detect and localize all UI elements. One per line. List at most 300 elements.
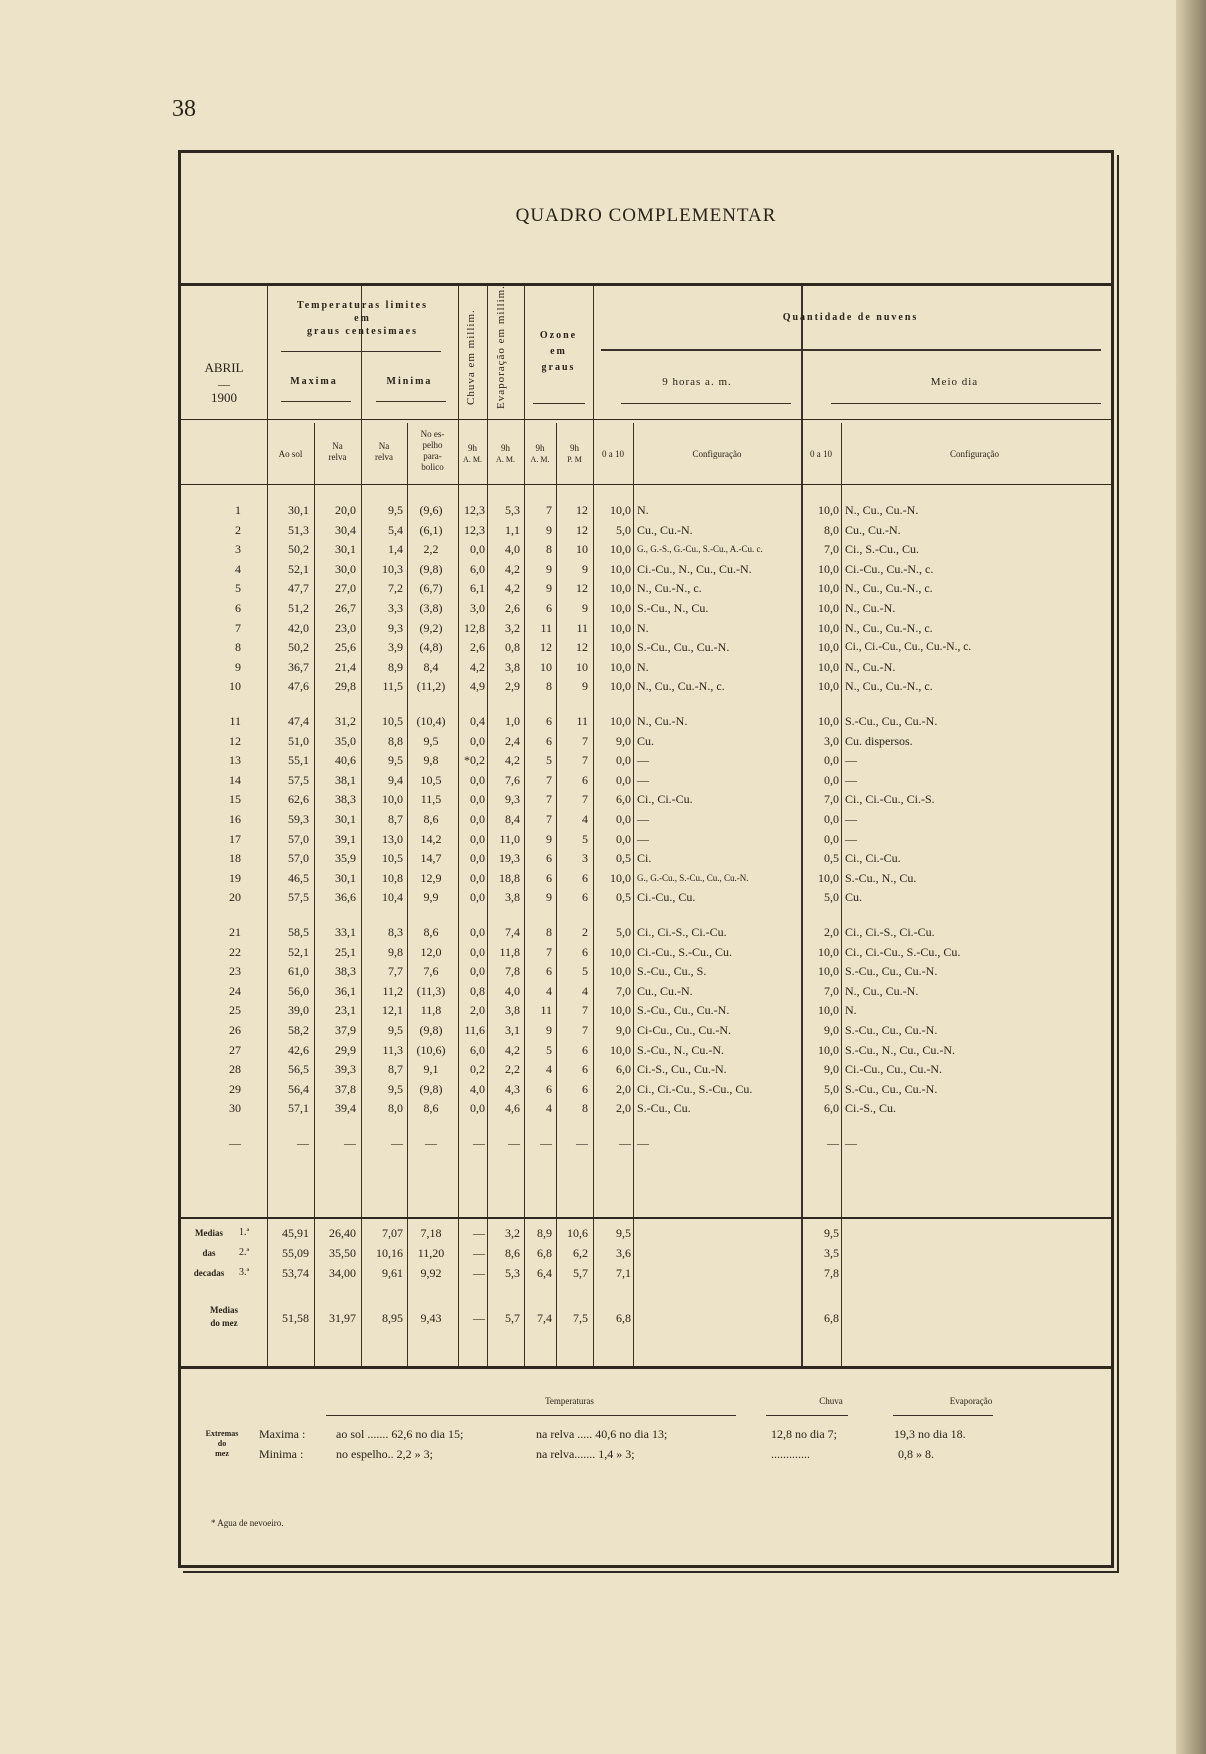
table-cell: 30,1 xyxy=(335,812,356,826)
table-cell: Ci., Ci.-Cu., S.-Cu., Cu. xyxy=(845,944,961,959)
table-cell: 8 xyxy=(546,542,552,557)
table-cell: 2,0 xyxy=(616,1081,631,1096)
table-cell: Ci-Cu., Cu., Cu.-N. xyxy=(637,1023,732,1037)
row-day: 12 xyxy=(229,733,241,748)
table-cell: 12,8 xyxy=(464,620,485,635)
table-cell: 14,7 xyxy=(420,851,442,866)
table-cell: 57,5 xyxy=(288,772,309,787)
table-cell: 5,0 xyxy=(824,1081,839,1096)
table-cell: N., Cu., Cu.-N., c. xyxy=(845,581,933,596)
table-cell: 9,5 xyxy=(824,1226,839,1240)
table-cell: 1,4 xyxy=(388,542,403,557)
table-cell: 6 xyxy=(546,964,552,979)
table-cell: — xyxy=(845,831,857,846)
table-cell: 6 xyxy=(582,1062,588,1077)
table-cell: 12,3 xyxy=(464,503,485,517)
table-cell: 7 xyxy=(546,503,552,517)
table-cell: — xyxy=(473,1266,485,1280)
table-cell: 6,8 xyxy=(824,1311,839,1325)
table-cell: 11,5 xyxy=(382,679,403,694)
table-cell: (9,8) xyxy=(419,1081,443,1096)
table-cell: 0,2 xyxy=(470,1062,485,1077)
table-cell: 8,7 xyxy=(388,1062,403,1077)
table-cell: 36,1 xyxy=(335,983,356,998)
table-cell: 7 xyxy=(582,1003,588,1018)
table-cell: (10,6) xyxy=(416,1042,446,1057)
medias-label: decadas xyxy=(193,1268,225,1278)
table-cell: 12 xyxy=(576,503,588,517)
table-cell: 61,0 xyxy=(288,964,309,979)
table-cell: 7,0 xyxy=(824,983,839,998)
table-cell: 10,0 xyxy=(818,714,839,728)
table-cell: 7 xyxy=(582,753,588,768)
table-cell: — xyxy=(637,812,649,826)
table-cell: — xyxy=(473,1136,485,1150)
table-cell: 29,9 xyxy=(335,1042,356,1057)
table-cell: 57,5 xyxy=(288,890,309,905)
table-cell: 5,0 xyxy=(824,890,839,905)
table-cell: 26,7 xyxy=(335,601,356,615)
table-cell: 25,1 xyxy=(335,944,356,959)
table-cell: S.-Cu., Cu., Cu.-N. xyxy=(637,1003,730,1018)
table-cell: 36,7 xyxy=(288,659,309,674)
medias-label: das xyxy=(202,1248,216,1258)
table-cell: 0,0 xyxy=(616,753,631,768)
table-cell: 10,0 xyxy=(818,870,839,885)
table-cell: 9,4 xyxy=(388,772,403,787)
table-cell: 6 xyxy=(582,890,588,905)
table-cell: 2,0 xyxy=(470,1003,485,1018)
table-cell: 9,1 xyxy=(423,1062,439,1077)
table-cell: 3,8 xyxy=(505,659,520,674)
table-cell: — xyxy=(637,772,649,787)
table-cell: (9,8) xyxy=(419,1023,443,1037)
row-day: 14 xyxy=(229,772,241,787)
table-cell: 2,6 xyxy=(505,601,520,615)
table-cell: 11,20 xyxy=(417,1246,445,1260)
table-cell: 10 xyxy=(540,659,552,674)
table-cell: 6 xyxy=(546,601,552,615)
table-cell: — xyxy=(637,831,649,846)
table-cell: Cu., Cu.-N. xyxy=(845,522,901,537)
table-cell: Ci., Ci.-S., Ci.-Cu. xyxy=(845,925,935,939)
table-cell: Ci.-S., Cu., Cu.-N. xyxy=(637,1062,727,1077)
table-cell: 4 xyxy=(546,983,552,998)
table-cell: 38,3 xyxy=(335,792,356,807)
table-cell: 3,9 xyxy=(388,640,403,655)
table-cell: 10,0 xyxy=(610,870,631,885)
page-edge xyxy=(1176,0,1206,1754)
table-cell: Ci., Ci.-Cu., Cu., Cu.-N., c. xyxy=(845,641,972,654)
row-day: 13 xyxy=(229,753,241,768)
table-cell: 57,0 xyxy=(288,851,309,866)
table-cell: — xyxy=(297,1136,309,1150)
table-cell: 0,0 xyxy=(470,890,485,905)
table-cell: Cu., Cu.-N. xyxy=(637,522,693,537)
table-cell: 7 xyxy=(582,1023,588,1037)
row-day: 5 xyxy=(235,581,241,596)
table-cell: 6,2 xyxy=(573,1246,588,1260)
table-cell: 8 xyxy=(546,679,552,694)
table-cell: 10,0 xyxy=(610,601,631,615)
table-cell: 9,9 xyxy=(423,890,439,905)
table-cell: — xyxy=(845,812,857,826)
table-cell: 23,1 xyxy=(335,1003,356,1018)
table-cell: 2 xyxy=(582,925,588,939)
table-cell: Ci.-S., Cu. xyxy=(845,1101,897,1116)
table-cell: 10,0 xyxy=(818,944,839,959)
maxima-header: Maxima xyxy=(290,376,338,387)
table-cell: 8,9 xyxy=(537,1226,552,1240)
table-cell: 8,6 xyxy=(505,1246,520,1260)
table-cell: 21,4 xyxy=(335,659,356,674)
table-cell: 6,8 xyxy=(537,1246,552,1260)
table-cell: 50,2 xyxy=(288,640,309,655)
table-cell: 47,7 xyxy=(288,581,309,596)
table-cell: 4,2 xyxy=(505,581,520,596)
table-cell: 8,6 xyxy=(423,1101,439,1116)
table-cell: 58,5 xyxy=(288,925,309,939)
table-cell: 11,8 xyxy=(420,1003,442,1018)
table-cell: 8,6 xyxy=(423,925,439,939)
table-cell: Cu. xyxy=(637,733,655,748)
table-cell: 4,3 xyxy=(505,1081,520,1096)
table-cell: 0,0 xyxy=(470,1101,485,1116)
table-cell: 50,2 xyxy=(288,542,309,557)
table-cell: 42,0 xyxy=(288,620,309,635)
table-cell: 7,5 xyxy=(573,1311,588,1325)
table-cell: 9 xyxy=(546,522,552,537)
table-cell: — xyxy=(508,1136,520,1150)
table-cell: 0,0 xyxy=(470,812,485,826)
table-cell: 7 xyxy=(546,772,552,787)
table-cell: 59,3 xyxy=(288,812,309,826)
table-cell: 23,0 xyxy=(335,620,356,635)
table-cell: 11,5 xyxy=(420,792,442,807)
table-cell: 0,0 xyxy=(616,772,631,787)
table-cell: — xyxy=(845,772,857,787)
table-cell: 0,0 xyxy=(470,964,485,979)
table-cell: 10,4 xyxy=(382,890,403,905)
table-cell: 4,2 xyxy=(470,659,485,674)
table-cell: N., Cu., Cu.-N., c. xyxy=(845,620,933,635)
table-cell: 7 xyxy=(582,733,588,748)
table-cell: 12,1 xyxy=(382,1003,403,1018)
table-cell: 5,3 xyxy=(505,1266,520,1280)
table-cell: N., Cu.-N., c. xyxy=(637,581,702,596)
table-cell: 52,1 xyxy=(288,944,309,959)
table-cell: 10,0 xyxy=(818,561,839,576)
table-cell: 3,6 xyxy=(616,1246,631,1260)
table-cell: S.-Cu., Cu., Cu.-N. xyxy=(637,640,730,655)
row-day: 18 xyxy=(229,851,241,866)
evaporacao-header: Evaporação em millim. xyxy=(495,285,507,409)
table-cell: N., Cu., Cu.-N. xyxy=(845,983,919,998)
table-cell: 5,0 xyxy=(616,925,631,939)
medias-label: Medias xyxy=(195,1228,223,1238)
table-cell: 0,0 xyxy=(824,753,839,768)
table-cell: 6,0 xyxy=(616,792,631,807)
row-day: 15 xyxy=(229,792,241,807)
table-cell: 7,4 xyxy=(505,925,520,939)
table-cell: 11,6 xyxy=(464,1023,485,1037)
decade-label: 2.ª xyxy=(239,1247,250,1258)
footnote: * Agua de nevoeiro. xyxy=(211,1518,284,1528)
table-cell: 10,0 xyxy=(818,679,839,694)
table-cell: 10,0 xyxy=(818,659,839,674)
nuvens-header: Quantidade de nuvens xyxy=(782,312,919,323)
table-cell: N., Cu.-N. xyxy=(637,714,688,728)
table-cell: 56,5 xyxy=(288,1062,309,1077)
table-cell: 5,7 xyxy=(505,1311,520,1325)
table-cell: 0,4 xyxy=(470,714,485,728)
table-cell: — xyxy=(845,1136,857,1150)
table-cell: 37,9 xyxy=(335,1023,356,1037)
table-cell: 11,0 xyxy=(499,831,520,846)
table-cell: 9,43 xyxy=(420,1311,442,1325)
table-cell: 4,2 xyxy=(505,753,520,768)
table-cell: 9,61 xyxy=(382,1266,403,1280)
table-cell: 12 xyxy=(576,522,588,537)
table-cell: — xyxy=(344,1136,356,1150)
table-cell: 4,6 xyxy=(505,1101,520,1116)
table-cell: 4,2 xyxy=(505,561,520,576)
table-cell: 9,0 xyxy=(616,733,631,748)
table-cell: 42,6 xyxy=(288,1042,309,1057)
table-cell: 3,8 xyxy=(505,1003,520,1018)
table-cell: 30,1 xyxy=(335,542,356,557)
table-cell: 5,0 xyxy=(616,522,631,537)
table-cell: 34,00 xyxy=(329,1266,356,1280)
page-number: 38 xyxy=(172,96,196,122)
table-cell: 7,0 xyxy=(824,542,839,557)
table-cell: Ci. xyxy=(637,851,652,866)
table-cell: 9,0 xyxy=(616,1023,631,1037)
row-day: 19 xyxy=(229,870,241,885)
table-cell: 5,4 xyxy=(388,522,403,537)
table-cell: 8,7 xyxy=(388,812,403,826)
table-cell: 0,0 xyxy=(470,792,485,807)
table-cell: 11,2 xyxy=(382,983,403,998)
table-cell: 10,0 xyxy=(610,561,631,576)
table-cell: 35,9 xyxy=(335,851,356,866)
table-cell: 10,0 xyxy=(610,542,631,557)
table-cell: 6,0 xyxy=(616,1062,631,1077)
table-cell: 39,0 xyxy=(288,1003,309,1018)
table-cell: 10,0 xyxy=(610,620,631,635)
table-cell: 9,5 xyxy=(616,1226,631,1240)
table-cell: 0,0 xyxy=(470,831,485,846)
decade-label: 1.ª xyxy=(239,1227,250,1238)
table-cell: 0,0 xyxy=(824,772,839,787)
table-cell: 10,5 xyxy=(420,772,442,787)
table-cell: — xyxy=(425,1136,437,1150)
table-cell: 10,0 xyxy=(818,640,839,655)
table-cell: S.-Cu., Cu., Cu.-N. xyxy=(845,1081,938,1096)
table-cell: 6,0 xyxy=(470,561,485,576)
table-cell: 4 xyxy=(582,983,588,998)
table-cell: 12,3 xyxy=(464,522,485,537)
table-cell: — xyxy=(540,1136,552,1150)
table-cell: 40,6 xyxy=(335,753,356,768)
table-cell: 7,2 xyxy=(388,581,403,596)
table-cell: 9 xyxy=(546,581,552,596)
table-cell: 3,3 xyxy=(388,601,403,615)
table-cell: 37,8 xyxy=(335,1081,356,1096)
table-cell: N., Cu., Cu.-N., c. xyxy=(637,679,725,694)
table-cell: — xyxy=(576,1136,588,1150)
table-cell: 10,6 xyxy=(567,1226,588,1240)
table-cell: 10,0 xyxy=(610,659,631,674)
table-cell: 10,0 xyxy=(818,620,839,635)
table-cell: 9 xyxy=(546,1023,552,1037)
table-cell: S.-Cu., N., Cu.-N. xyxy=(637,1042,725,1057)
table-cell: Ci.-Cu., N., Cu., Cu.-N. xyxy=(637,561,752,576)
table-cell: 11 xyxy=(540,620,552,635)
table-cell: 55,09 xyxy=(282,1246,309,1260)
table-cell: 6 xyxy=(582,1081,588,1096)
table-cell: 6 xyxy=(582,1042,588,1057)
table-cell: S.-Cu., N., Cu. xyxy=(845,870,917,885)
table-cell: 12,0 xyxy=(420,944,442,959)
table-cell: 38,3 xyxy=(335,964,356,979)
table-cell: 4 xyxy=(546,1062,552,1077)
table-cell: 10,16 xyxy=(376,1246,403,1260)
table-cell: 11 xyxy=(576,620,588,635)
table-cell: 0,5 xyxy=(616,851,631,866)
table-cell: 4,2 xyxy=(505,1042,520,1057)
table-cell: (9,8) xyxy=(419,561,443,576)
table-cell: 5 xyxy=(582,831,588,846)
table-cell: Cu., Cu.-N. xyxy=(637,983,693,998)
table-cell: 53,74 xyxy=(282,1266,309,1280)
table-cell: 13,0 xyxy=(382,831,403,846)
table-cell: 0,0 xyxy=(470,944,485,959)
table-cell: 30,1 xyxy=(288,503,309,517)
table-cell: 7 xyxy=(582,792,588,807)
table-cell: Cu. dispersos. xyxy=(845,733,913,748)
month-label: ABRIL xyxy=(204,360,244,375)
table-cell: 8 xyxy=(546,925,552,939)
row-day: — xyxy=(229,1136,241,1150)
table-cell: 12 xyxy=(540,640,552,655)
table-cell: 6 xyxy=(546,851,552,866)
table-cell: 9 xyxy=(582,561,588,576)
table-cell: 8,3 xyxy=(388,925,403,939)
table-cell: 51,58 xyxy=(282,1311,309,1325)
table-cell: 6,0 xyxy=(470,1042,485,1057)
table-cell: 9,5 xyxy=(388,753,403,768)
table-cell: (4,8) xyxy=(419,640,443,655)
table-cell: 39,4 xyxy=(335,1101,356,1116)
table-cell: (10,4) xyxy=(416,714,446,728)
table-cell: 57,1 xyxy=(288,1101,309,1116)
table-cell: Cu. xyxy=(845,890,863,905)
table-cell: 7,0 xyxy=(824,792,839,807)
row-day: 3 xyxy=(235,542,241,557)
table-cell: 10,0 xyxy=(610,1042,631,1057)
table-cell: 9,5 xyxy=(388,503,403,517)
table-cell: 19,3 xyxy=(499,851,520,866)
table-cell: 51,0 xyxy=(288,733,309,748)
table-cell: 6,8 xyxy=(616,1311,631,1325)
table-cell: 8,9 xyxy=(388,659,403,674)
table-cell: — xyxy=(845,753,857,768)
table-cell: 5 xyxy=(582,964,588,979)
table-cell: 10 xyxy=(576,659,588,674)
table-cell: 20,0 xyxy=(335,503,356,517)
table-cell: 5,3 xyxy=(505,503,520,517)
table-cell: N. xyxy=(637,620,649,635)
medias-mez-label: Medias xyxy=(210,1305,238,1315)
table-cell: 10,5 xyxy=(382,714,403,728)
table-cell: 27,0 xyxy=(335,581,356,596)
table-cell: N., Cu., Cu.-N., c. xyxy=(845,679,933,694)
row-day: 11 xyxy=(229,714,241,728)
table-cell: *0,2 xyxy=(464,753,485,768)
table-cell: 51,3 xyxy=(288,522,309,537)
table-cell: 0,5 xyxy=(616,890,631,905)
row-day: 2 xyxy=(235,522,241,537)
table-cell: 47,6 xyxy=(288,679,309,694)
table-cell: Ci., Ci.-Cu. xyxy=(845,851,901,866)
table-cell: 0,8 xyxy=(470,983,485,998)
row-day: 26 xyxy=(229,1023,241,1037)
table-cell: 6 xyxy=(582,772,588,787)
table-cell: Ci., Ci.-S., Ci.-Cu. xyxy=(637,925,727,939)
table-cell: — xyxy=(473,1226,485,1240)
table-cell: S.-Cu., N., Cu., Cu.-N. xyxy=(845,1042,956,1057)
table-cell: 7,7 xyxy=(388,964,403,979)
table-cell: 10,0 xyxy=(818,581,839,596)
table-cell: 0,0 xyxy=(616,812,631,826)
table-cell: 3,1 xyxy=(505,1023,520,1037)
table-cell: 9,5 xyxy=(423,733,439,748)
table-cell: (11,2) xyxy=(416,679,446,694)
table-cell: 57,0 xyxy=(288,831,309,846)
table-cell: 30,4 xyxy=(335,522,356,537)
table-cell: 0,0 xyxy=(470,851,485,866)
table-cell: 2,0 xyxy=(616,1101,631,1116)
table-cell: 0,0 xyxy=(470,542,485,557)
table-cell: — xyxy=(827,1136,839,1150)
table-cell: 3,0 xyxy=(824,733,839,748)
table-cell: S.-Cu., Cu. xyxy=(637,1101,691,1116)
table-cell: 10,3 xyxy=(382,561,403,576)
row-day: 29 xyxy=(229,1081,241,1096)
table-cell: 10,0 xyxy=(818,964,839,979)
table-cell: 4,0 xyxy=(505,542,520,557)
table-cell: 0,5 xyxy=(824,851,839,866)
table-cell: 7,6 xyxy=(505,772,520,787)
table-cell: 10,5 xyxy=(382,851,403,866)
row-day: 27 xyxy=(229,1042,241,1057)
table-cell: 9 xyxy=(546,890,552,905)
table-cell: 11 xyxy=(540,1003,552,1018)
table-cell: 29,8 xyxy=(335,679,356,694)
row-day: 17 xyxy=(229,831,241,846)
minima-header: Minima xyxy=(386,376,433,387)
table-cell: G., G.-Cu., S.-Cu., Cu., Cu.-N. xyxy=(637,872,749,883)
table-cell: 56,4 xyxy=(288,1081,309,1096)
table-cell: 6 xyxy=(546,733,552,748)
row-day: 6 xyxy=(235,601,241,615)
table-cell: — xyxy=(391,1136,403,1150)
table-cell: Ci.-Cu., Cu. xyxy=(637,890,696,905)
table-cell: 11 xyxy=(576,714,588,728)
table-cell: 7,07 xyxy=(382,1226,403,1240)
table-cell: — xyxy=(637,1136,649,1150)
